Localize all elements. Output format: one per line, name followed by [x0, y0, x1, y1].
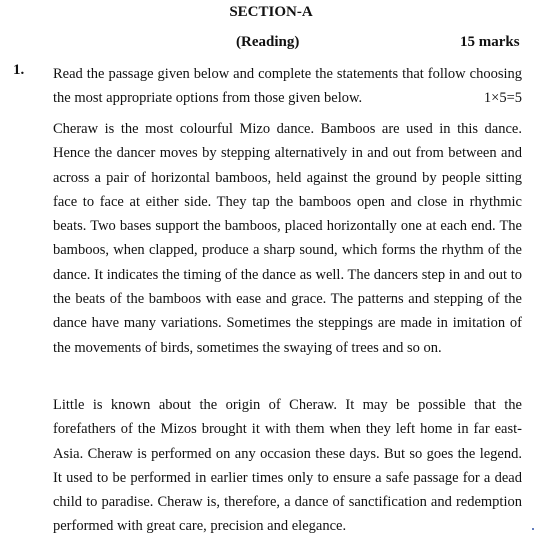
passage-paragraph-2: Little is known about the origin of Cheraw. It may be possible that the forefathers of the Mizos brought it with them when they left home in far east-Asia. Cheraw is performed on any occasion these days. But so goes the legend. It used to be performed in earlier times only to ensure a safe passage for a dead child to paradise. Cheraw is, therefore, a dance of sanctification and redemption performed with great care, precision and elegance.: [53, 397, 522, 535]
passage-paragraph-1: Cheraw is the most colourful Mizo dance. Bamboos are used in this dance. Hence the dancer moves by stepping alternatively in and out from between and across a pair of horizontal bamboos, held against the ground by people sitting face to face at either side. They tap the bamboos open and close in rhythmic beats. Two bases support the bamboos, placed horizontally one at each end. The bamboos, when clapped, produce a sharp sound, which forms the rhythm of the dance. It indicates the timing of the dance as well. The dancers step in and out to the beats of the bamboos with ease and grace. The patterns and stepping of the dance have many variations. Sometimes the steppings are made in imitation of the movements of birds, sometimes the swaying of trees and so on.: [53, 121, 522, 356]
stray-dot: [532, 528, 534, 530]
mark-ratio: 1×5=5: [483, 90, 522, 107]
instruction-text: Read the passage given below and complete the statements that follow choosing the most appropriate options from those given below.: [53, 66, 522, 107]
section-title: SECTION-A: [229, 4, 313, 20]
section-marks: 15 marks: [460, 34, 520, 50]
question-number: 1.: [13, 62, 25, 78]
question-instruction: [53, 62, 522, 111]
section-subtitle: (Reading): [236, 34, 300, 50]
